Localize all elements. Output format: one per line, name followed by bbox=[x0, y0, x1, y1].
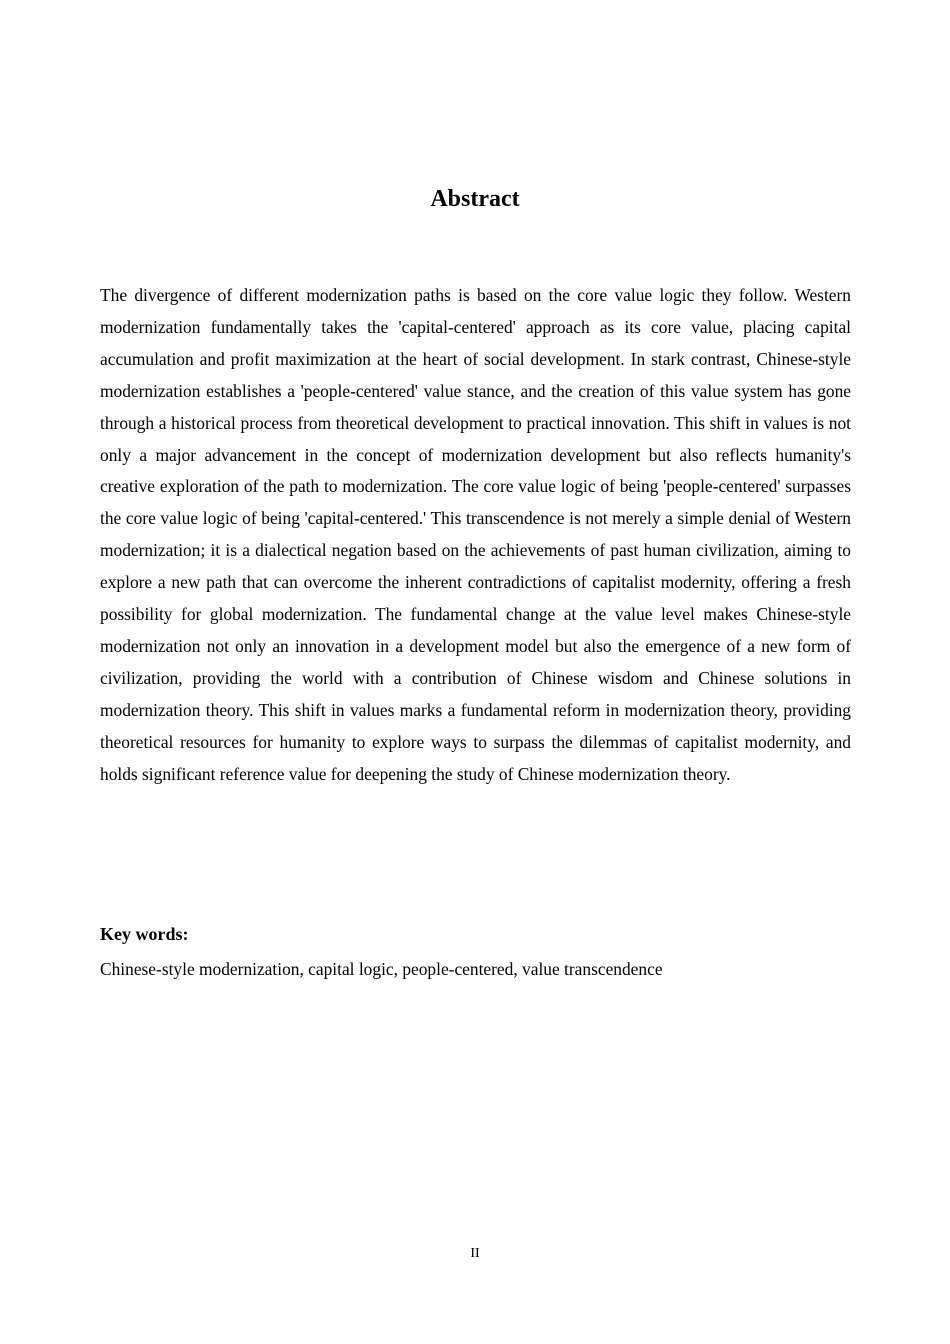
keywords-heading: Key words: bbox=[100, 924, 189, 944]
abstract-title: Abstract bbox=[430, 186, 520, 212]
abstract-body: The divergence of different modernization paths is based on the core value logic they follow. Western modernization fundamentally takes the 'capital-centered' approach as its core value, placing capital accumulation and profit maximization at the heart of social development. In stark contrast, Chinese-style modernization establishes a 'people-centered' value stance, and the creation of this value system has gone through a historical process from theoretical development to practical innovation. This shift in values is not only a major advancement in the concept of modernization development but also reflects humanity's creative exploration of the path to modernization. The core value logic of being 'people-centered' surpasses the core value logic of being 'capital-centered.' This transcendence is not merely a simple denial of Western modernization; it is a dialectical negation based on the achievements of past human civilization, aiming to explore a new path that can overcome the inherent contradictions of capitalist modernity, offering a fresh possibility for global modernization. The fundamental change at the value level makes Chinese-style modernization not only an innovation in a development model but also the emergence of a new form of civilization, providing the world with a contribution of Chinese wisdom and Chinese solutions in modernization theory. This shift in values marks a fundamental reform in modernization theory, providing theoretical resources for humanity to explore ways to surpass the dilemmas of capitalist modernity, and holds significant reference value for deepening the study of Chinese modernization theory. bbox=[100, 285, 851, 784]
keywords-list: Chinese-style modernization, capital logic, people-centered, value transcendence bbox=[100, 959, 663, 979]
page-number: II bbox=[470, 1246, 480, 1261]
